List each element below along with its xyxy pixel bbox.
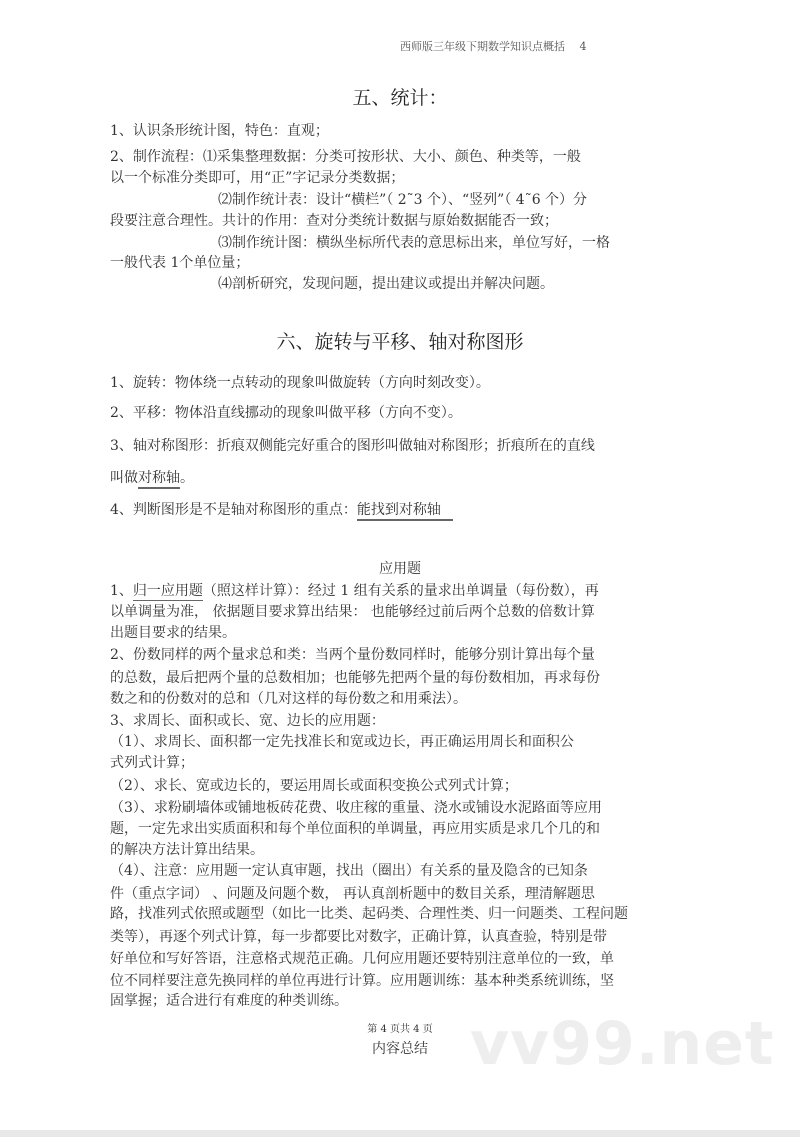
text-line: 的总数，最后把两个量的总数相加；也能够先把两个量的每份数相加，再求每份 bbox=[110, 670, 600, 686]
text: （照这样计算）：经过 1 组有关系的量求出单调量（每份数），再 bbox=[202, 583, 599, 599]
page-edge bbox=[0, 1130, 800, 1137]
text-line: 段要注意合理性。共计的作用：查对分类统计数据与原始数据能否一致； bbox=[110, 213, 558, 229]
text-line: 3、轴对称图形：折痕双侧能完好重合的图形叫做轴对称图形；折痕所在的直线 bbox=[110, 438, 595, 454]
text-line: 1、认识条形统计图，特色：直观； bbox=[110, 123, 329, 139]
text: 叫做 bbox=[110, 470, 138, 486]
text-line: 固掌握；适合进行有难度的种类训练。 bbox=[110, 993, 348, 1009]
underlined-term: 能找到对称轴 bbox=[357, 502, 453, 521]
text-line: 类等），再逐个列式计算，每一步都要比对数字，正确计算，认真查验，特别是带 bbox=[110, 929, 607, 945]
text-line bbox=[110, 469, 194, 487]
text-line: 1、旋转：物体绕一点转动的现象叫做旋转（方向时刻改变）。 bbox=[110, 375, 490, 391]
text-line: 出题目要求的结果。 bbox=[110, 625, 236, 641]
text-line: 2、制作流程：⑴采集整理数据：分类可按形状、大小、颜色、种类等，一般 bbox=[110, 149, 581, 165]
underlined-term: 对称轴 bbox=[138, 470, 180, 489]
text-line: 件（重点字词） 、问题及问题个数， 再认真剖析题中的数目关系，理清解题思 bbox=[110, 886, 595, 902]
text-line: （2）、求长、宽或边长的，要运用周长或面积变换公式列式计算； bbox=[110, 778, 518, 794]
text-line: 2、份数同样的两个量求总和类：当两个量份数同样时，能够分别计算出每个量 bbox=[110, 647, 595, 663]
text-line: ⑶制作统计图：横纵坐标所代表的意思标出来，单位写好，一格 bbox=[218, 235, 610, 251]
text-line: 一般代表 1个单位量； bbox=[110, 255, 250, 271]
underlined-term: 归一应用题 bbox=[132, 583, 203, 599]
text-line: 式列式计算； bbox=[110, 755, 194, 771]
text: 4、判断图形是不是轴对称图形的重点： bbox=[110, 502, 357, 518]
app-title: 应用题 bbox=[379, 561, 421, 577]
section-5-title: 五、统计： bbox=[352, 87, 448, 109]
text-line: 以一个标准分类即可，用“正”字记录分类数据； bbox=[110, 170, 405, 186]
text-line: 以单调量为准， 依据题目要求算出结果： 也能够经过前后两个总数的倍数计算 bbox=[110, 604, 595, 620]
page-number: 第 4 页共 4 页 bbox=[367, 1024, 433, 1035]
text-line bbox=[110, 582, 599, 600]
text-line: 3、求周长、面积或长、宽、边长的应用题： bbox=[110, 713, 385, 729]
text-line bbox=[110, 501, 453, 519]
text: 。 bbox=[180, 470, 194, 486]
text-line: 路，找准列式依照或题型（如比一比类、起码类、合理性类、归一问题类、工程问题 bbox=[110, 906, 628, 922]
text: 1、 bbox=[110, 583, 133, 599]
text-line: 的解决方法计算出结果。 bbox=[110, 842, 264, 858]
text-line: 题，一定先求出实质面积和每个单位面积的单调量，再应用实质是求几个几的和 bbox=[110, 821, 600, 837]
text-line: 位不同样要注意先换同样的单位再进行计算。应用题训练：基本种类系统训练，坚 bbox=[110, 973, 614, 989]
footer-summary: 内容总结 bbox=[372, 1041, 428, 1057]
text-line: ⑵制作统计表：设计“横栏”（ 2˜3 个）、“竖列”（ 4˜6 个）分 bbox=[218, 192, 588, 208]
running-header: 西师版三年级下期数学知识点概括 4 bbox=[400, 40, 587, 53]
text-line: 好单位和写好答语，注意格式规范正确。几何应用题还要特别注意单位的一致，单 bbox=[110, 951, 614, 967]
text-line: （3）、求粉刷墙体或铺地板砖花费、收庄稼的重量、浇水或铺设水泥路面等应用 bbox=[110, 800, 602, 816]
text-line: ⑷剖析研究，发现问题，提出建议或提出并解决问题。 bbox=[218, 276, 554, 292]
text-line: 数之和的份数对的总和（几对这样的每份数之和用乘法）。 bbox=[110, 691, 467, 707]
text-line: （4）、注意：应用题一定认真审题，找出（圈出）有关系的量及隐含的已知条 bbox=[110, 863, 588, 879]
text-line: （1）、求周长、面积都一定先找准长和宽或边长，再正确运用周长和面积公 bbox=[110, 734, 574, 750]
watermark: vv99.net bbox=[470, 1009, 775, 1079]
section-6-title: 六、旋转与平移、轴对称图形 bbox=[276, 331, 524, 353]
text-line: 2、平移：物体沿直线挪动的现象叫做平移（方向不变）。 bbox=[110, 405, 462, 421]
